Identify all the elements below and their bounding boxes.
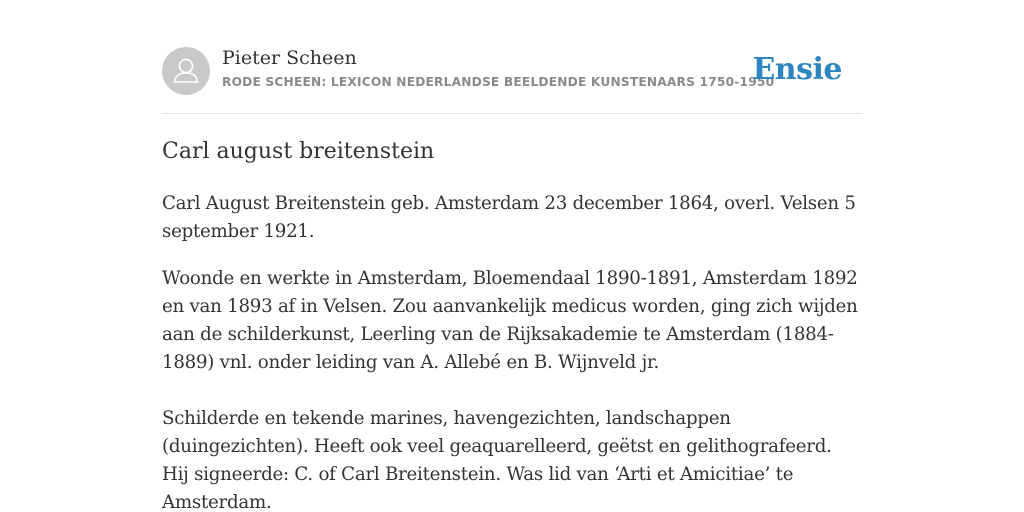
article-title: Carl august breitenstein [162, 139, 435, 164]
article-header [162, 46, 862, 96]
article-body [162, 136, 862, 512]
article-paragraph: Schilderde en tekende marines, havengezichten, landschappen (duingezichten). Heeft ook veel geaquarelleerd, geëtst en gelithografeerd. Hij signeerde: C. of Carl Breitenstein. Was lid van ‘Arti et Amicitiae’ te Amsterdam. [162, 408, 832, 512]
user-icon [162, 47, 210, 95]
article-paragraph: Carl August Breitenstein geb. Amsterdam 23 december 1864, overl. Velsen 5 september 1921. [162, 193, 856, 242]
article-paragraph: Woonde en werkte in Amsterdam, Bloemendaal 1890-1891, Amsterdam 1892 en van 1893 af in Velsen. Zou aanvankelijk medicus worden, ging zich wijden aan de schilderkunst, Leerling van de Rijksakademie te Amsterdam (1884-1889) vnl. onder leiding van A. Allebé en B. Wijnveld jr. [162, 268, 858, 373]
source-title[interactable]: RODE SCHEEN: LEXICON NEDERLANDSE BEELDENDE KUNSTENAARS 1750-1950 [222, 75, 775, 89]
ensie-logo[interactable]: Ensie [752, 52, 842, 87]
author-avatar[interactable] [162, 47, 210, 95]
header-divider [162, 113, 862, 114]
author-name[interactable]: Pieter Scheen [222, 47, 357, 69]
